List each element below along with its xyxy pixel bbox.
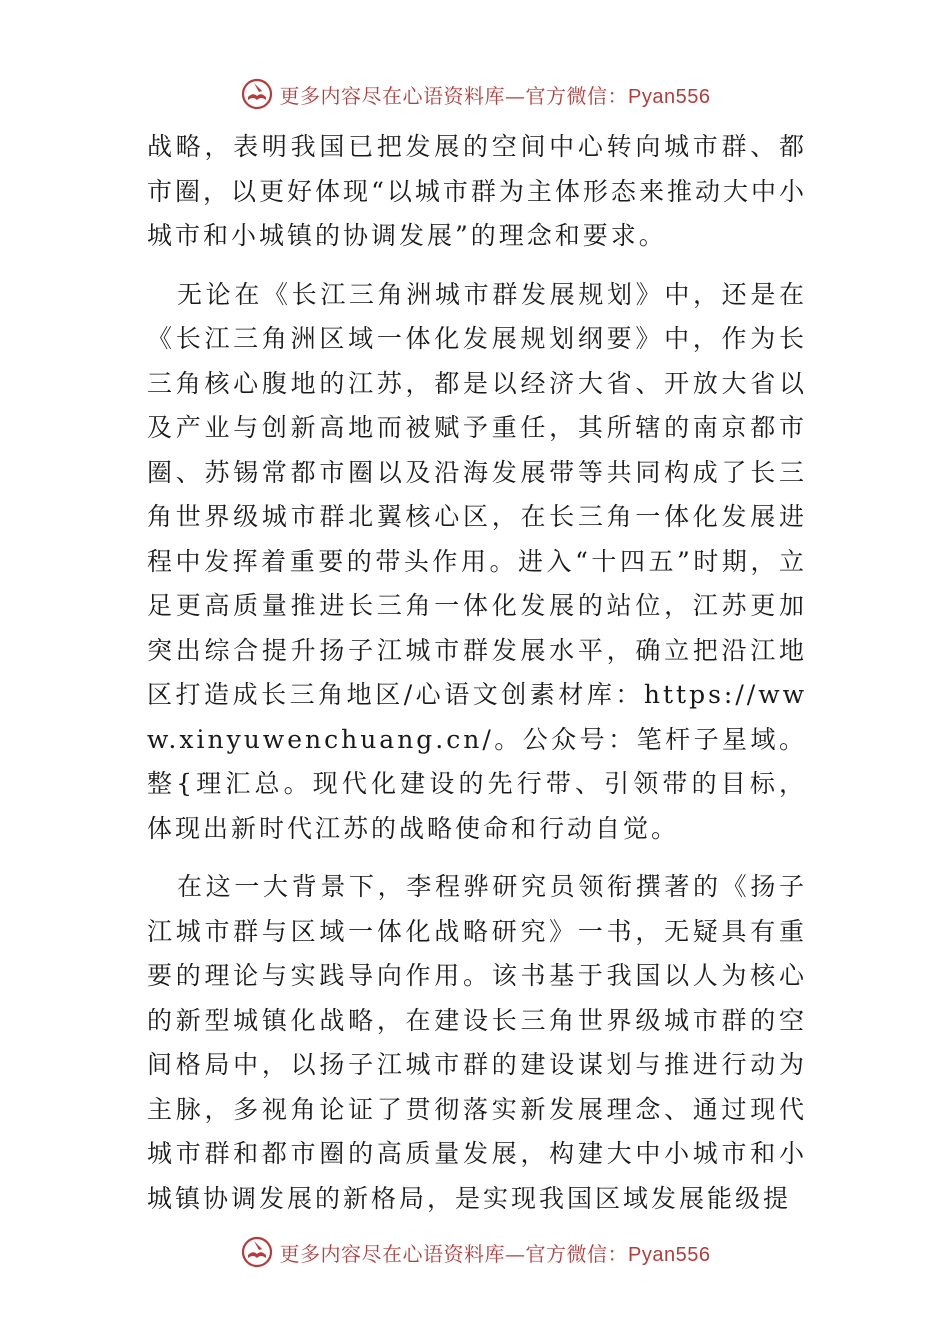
open-book-logo-icon (240, 1235, 274, 1269)
footer-banner (0, 1230, 950, 1274)
paragraph-1: 战略，表明我国已把发展的空间中心转向城市群、都市圈，以更好体现“以城市群为主体形态来推动大中小城市和小城镇的协调发展”的理念和要求。 (147, 132, 807, 250)
header-banner-text: 更多内容尽在心语资料库—官方微信：Pyan556 (279, 83, 711, 108)
paragraph-2: 无论在《长江三角洲城市群发展规划》中，还是在《长江三角洲区域一体化发展规划纲要》中，作为长三角核心腹地的江苏，都是以经济大省、开放大省以及产业与创新高地而被赋予重任，其所辖的南京都市圈、苏锡常都市圈以及沿海发展带等共同构成了长三角世界级城市群北翼核心区，在长三角一体化发展进程中发挥着重要的带头作用。进入“十四五”时期，立足更高质量推进长三角一体化发展的站位，江苏更加突出综合提升扬子江城市群发展水平，确立把沿江地区打造成长三角地区/心语文创素材库：https://www.xinyuwenchuang.cn/。公众号：笔杆子星域。整{理汇总。现代化建设的先行带、引领带的目标，体现出新时代江苏的战略使命和行动自觉。 (147, 279, 807, 843)
header-banner (0, 72, 950, 116)
paragraph-3: 在这一大背景下，李程骅研究员领衔撰著的《扬子江城市群与区域一体化战略研究》一书，无疑具有重要的理论与实践导向作用。该书基于我国以人为核心的新型城镇化战略，在建设长三角世界级城市群的空间格局中，以扬子江城市群的建设谋划与推进行动为主脉，多视角论证了贯彻落实新发展理念、通过现代城市群和都市圈的高质量发展，构建大中小城市和小城镇协调发展的新格局，是实现我国区域发展能级提 (147, 872, 807, 1213)
document-body (147, 125, 807, 1221)
footer-wechat-id: Pyan556 (628, 1243, 711, 1266)
open-book-logo-icon (240, 77, 274, 111)
footer-banner-text: 更多内容尽在心语资料库—官方微信：Pyan556 (279, 1241, 711, 1266)
header-wechat-id: Pyan556 (628, 85, 711, 108)
